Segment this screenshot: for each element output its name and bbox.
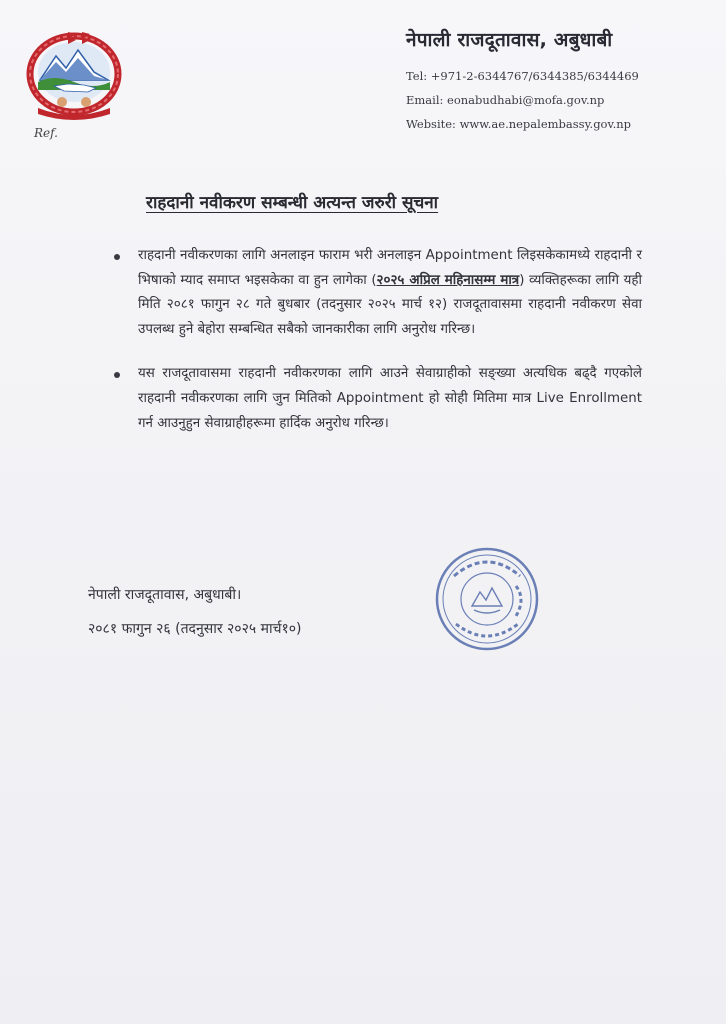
notice-title: राहदानी नवीकरण सम्बन्धी अत्यन्त जरुरी सूचना <box>146 193 439 213</box>
nepal-coat-of-arms-icon <box>24 28 124 120</box>
issuer-name: नेपाली राजदूतावास, अबुधाबी। <box>88 587 242 603</box>
bullet1-text-part2: ) व्यक्तिहरूका लागि यही मिति २०८१ फागुन २८ गते बुधबार (तदनुसार २०२५ मार्च १२) राजदूतावासमा राहदानी नवीकरण सेवा उपलब्ध हुने बेहोरा सम्बन्धित सबैको जानकारीका लागि अनुरोध गरिन्छ। <box>138 272 642 337</box>
notice-bullet-2 <box>112 362 642 436</box>
notice-bullets <box>112 244 642 456</box>
organization-name: नेपाली राजदूतावास, अबुधाबी <box>406 29 613 51</box>
telephone-line: Tel: +971-2-6344767/6344385/6344469 <box>406 69 639 83</box>
ref-label: Ref. <box>34 126 58 140</box>
bullet-dot-icon <box>114 254 120 260</box>
bullet1-highlight: २०२५ अप्रिल महिनासम्म मात्र <box>376 272 520 288</box>
embassy-seal-icon <box>434 546 540 652</box>
signature-block <box>88 578 302 646</box>
bullet-dot-icon <box>114 372 120 378</box>
contact-block <box>406 64 639 136</box>
notice-bullet-1 <box>112 244 642 342</box>
issue-date: २०८१ फागुन २६ (तदनुसार २०२५ मार्च१०) <box>88 621 302 637</box>
email-line: Email: eonabudhabi@mofa.gov.np <box>406 93 605 107</box>
bullet1-text-part1: राहदानी नवीकरणका लागि अनलाइन फाराम भरी अनलाइन Appointment लिइसकेकामध्ये राहदानी र भिषाको म्याद समाप्त भइसकेका वा हुन लागेका ( <box>138 248 642 288</box>
website-line: Website: www.ae.nepalembassy.gov.np <box>406 117 632 131</box>
bullet2-text: यस राजदूतावासमा राहदानी नवीकरणका लागि आउने सेवाग्राहीको सङ्ख्या अत्यधिक बढ्दै गएकोले राहदानी नवीकरणका लागि जुन मितिको Appointment हो सोही मितिमा मात्र Live Enrollment गर्न आउनुहुन सेवाग्राहीहरूमा हार्दिक अनुरोध गरिन्छ। <box>138 366 642 431</box>
